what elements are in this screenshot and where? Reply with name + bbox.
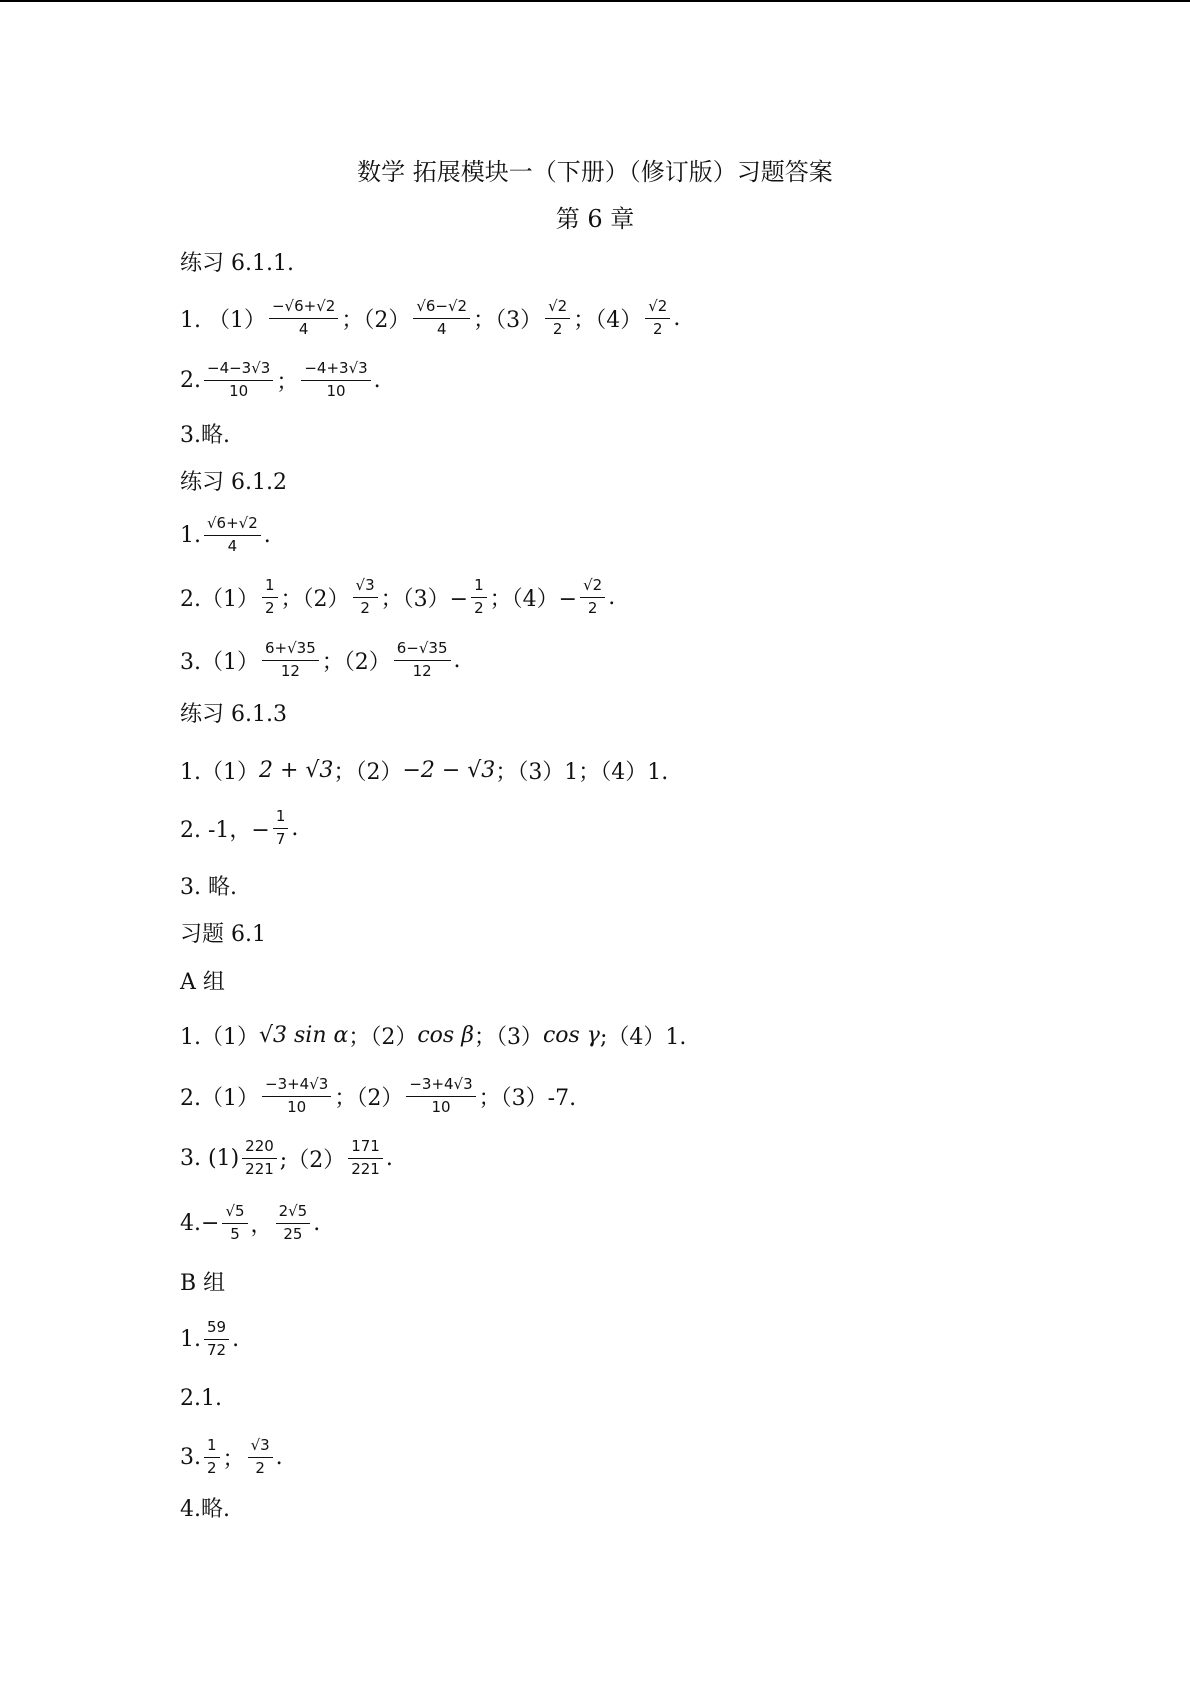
fraction-numerator: 220: [242, 1138, 277, 1158]
text-segment: ；（2）: [280, 586, 350, 612]
fraction-denominator: 2: [265, 598, 275, 617]
fraction: [301, 360, 370, 400]
fraction: [262, 640, 319, 680]
answer-line: [180, 634, 461, 686]
section-heading: [180, 454, 287, 506]
text-segment: 3. (1): [180, 1145, 240, 1171]
text-segment: .: [673, 305, 681, 331]
text-segment: 3.: [180, 1444, 201, 1470]
fraction-numerator: √6+√2: [204, 515, 261, 535]
document-title: 数学 拓展模块一（下册）（修订版）习题答案: [357, 158, 833, 186]
fraction-denominator: 10: [229, 381, 249, 400]
text-segment: 3. 略.: [180, 874, 237, 900]
text-segment: 3.（1）: [180, 649, 259, 675]
text-segment: ；（2）: [321, 649, 391, 675]
fraction-numerator: 59: [204, 1319, 229, 1339]
fraction-denominator: 10: [287, 1097, 307, 1116]
text-segment: 2.（1）: [180, 1085, 259, 1111]
text-segment: 1.: [180, 522, 201, 548]
fraction-denominator: 4: [298, 319, 309, 338]
fraction-denominator: 7: [275, 829, 286, 848]
fraction-numerator: −3+4√3: [262, 1076, 331, 1096]
answer-line: [180, 1009, 686, 1061]
fraction-numerator: 1: [204, 1437, 220, 1457]
fraction-denominator: 4: [227, 536, 238, 555]
text-segment: ;（2）: [279, 1147, 346, 1173]
text-segment: .: [232, 1326, 240, 1352]
chapter-title: 第 6 章: [555, 205, 635, 233]
text-segment: 1.: [180, 1326, 201, 1352]
text-segment: 1.（1）: [180, 759, 259, 785]
fraction-denominator: 4: [436, 319, 447, 338]
fraction: [545, 298, 570, 338]
text-segment: ；（3）: [473, 1024, 543, 1050]
fraction: [406, 1076, 475, 1116]
fraction: [348, 1138, 383, 1178]
fraction-numerator: −4+3√3: [301, 360, 370, 380]
fraction-denominator: 2: [360, 598, 370, 617]
fraction: [262, 577, 278, 617]
fraction-numerator: √5: [222, 1203, 247, 1223]
answer-line: [180, 1372, 222, 1424]
fraction: [580, 577, 605, 617]
text-segment: .: [313, 1210, 321, 1236]
fraction: [394, 640, 451, 680]
fraction-numerator: −4−3√3: [204, 360, 273, 380]
text-segment: ；: [276, 369, 299, 395]
fraction-denominator: 72: [207, 1340, 227, 1359]
math-expression: √3 sin α: [259, 1022, 349, 1048]
text-segment: 2. -1，−: [180, 817, 270, 843]
fraction-numerator: 6−√35: [394, 640, 451, 660]
fraction-denominator: 10: [431, 1097, 451, 1116]
answer-line: [180, 292, 680, 344]
text-segment: A 组: [180, 969, 225, 995]
answer-line: [180, 1132, 393, 1184]
section-heading: [180, 686, 287, 738]
text-segment: B 组: [180, 1270, 226, 1296]
fraction-numerator: 6+√35: [262, 640, 319, 660]
section-heading: [180, 906, 266, 958]
text-segment: ；（2）: [334, 1085, 404, 1111]
answer-line: [180, 509, 271, 561]
fraction-numerator: √2: [580, 577, 605, 597]
text-segment: .: [453, 647, 461, 673]
fraction-denominator: 12: [412, 661, 432, 680]
fraction-numerator: 2√5: [276, 1203, 311, 1223]
text-segment: ；（3）: [473, 307, 543, 333]
text-segment: 2.: [180, 367, 201, 393]
answer-line: [180, 571, 615, 623]
text-segment: ；（2）: [333, 759, 403, 785]
text-segment: 4.略.: [180, 1496, 230, 1522]
fraction: [471, 577, 487, 617]
text-segment: .: [608, 584, 616, 610]
fraction-denominator: 2: [474, 598, 484, 617]
text-segment: ；（3）-7.: [478, 1085, 577, 1111]
fraction-denominator: 221: [351, 1159, 380, 1178]
fraction-denominator: 2: [207, 1458, 217, 1477]
fraction: [645, 298, 670, 338]
fraction-numerator: √6−√2: [413, 298, 470, 318]
fraction-denominator: 25: [283, 1224, 303, 1243]
fraction-numerator: −√6+√2: [269, 298, 338, 318]
text-segment: .: [385, 1145, 393, 1171]
answer-line: [180, 1313, 239, 1365]
text-segment: 4.−: [180, 1210, 220, 1236]
fraction: [204, 360, 273, 400]
fraction: [222, 1203, 247, 1243]
text-segment: 1. （1）: [180, 307, 266, 333]
answer-line: [180, 354, 381, 406]
fraction-numerator: √3: [248, 1437, 273, 1457]
fraction-denominator: 12: [280, 661, 300, 680]
fraction-numerator: −3+4√3: [406, 1076, 475, 1096]
fraction: [273, 808, 289, 848]
answer-line: [180, 407, 230, 459]
fraction-numerator: 1: [273, 808, 289, 828]
text-segment: 练习 6.1.3: [180, 701, 287, 727]
fraction: [413, 298, 470, 338]
fraction-denominator: 10: [326, 381, 346, 400]
fraction-numerator: 171: [348, 1138, 383, 1158]
fraction-denominator: 2: [552, 319, 563, 338]
section-heading: [180, 1255, 225, 1307]
text-segment: 2.1.: [180, 1385, 222, 1411]
text-segment: 2.（1）: [180, 586, 259, 612]
text-segment: ；（2）: [341, 307, 411, 333]
answer-line: [180, 1431, 283, 1483]
text-segment: .: [275, 1444, 283, 1470]
text-segment: .: [291, 815, 299, 841]
fraction-denominator: 2: [587, 598, 598, 617]
text-segment: 练习 6.1.1.: [180, 250, 294, 276]
fraction: [262, 1076, 331, 1116]
fraction: [269, 298, 338, 338]
fraction: [353, 577, 378, 617]
text-segment: 1.（1）: [180, 1024, 259, 1050]
text-segment: ，: [250, 1212, 273, 1238]
text-segment: ；（3）−: [380, 586, 469, 612]
section-heading: [180, 235, 294, 287]
text-segment: ；（2）: [348, 1024, 418, 1050]
fraction: [204, 1319, 229, 1359]
answer-line: [180, 744, 668, 796]
fraction: [276, 1203, 311, 1243]
fraction-numerator: √2: [645, 298, 670, 318]
text-segment: 3.略.: [180, 422, 230, 448]
fraction: [248, 1437, 273, 1477]
section-heading: [180, 954, 225, 1006]
fraction-numerator: 1: [262, 577, 278, 597]
text-segment: 习题 6.1: [180, 921, 266, 947]
text-segment: ；（4）−: [489, 586, 578, 612]
fraction: [242, 1138, 277, 1178]
answer-line: [180, 859, 237, 911]
text-segment: 练习 6.1.2: [180, 469, 287, 495]
fraction-denominator: 2: [255, 1458, 265, 1477]
answer-line: [180, 1481, 230, 1533]
fraction: [204, 515, 261, 555]
text-segment: ;（4）1.: [599, 1024, 687, 1050]
fraction-denominator: 221: [245, 1159, 274, 1178]
text-segment: .: [263, 522, 271, 548]
math-expression: cos γ: [542, 1022, 600, 1048]
answer-line: [180, 1070, 576, 1122]
top-border: [0, 0, 1190, 2]
fraction-numerator: 1: [471, 577, 487, 597]
math-expression: cos β: [417, 1022, 474, 1048]
fraction-denominator: 5: [230, 1224, 240, 1243]
math-expression: −2 − √3: [402, 757, 496, 783]
text-segment: ；（4）: [573, 307, 643, 333]
fraction-numerator: √3: [353, 577, 378, 597]
text-segment: ；（3）1；（4）1.: [495, 759, 669, 785]
fraction-numerator: √2: [545, 298, 570, 318]
text-segment: ；: [222, 1446, 245, 1472]
answer-line: [180, 802, 298, 854]
math-expression: 2 + √3: [259, 757, 334, 783]
answer-line: [180, 1197, 320, 1249]
text-segment: .: [373, 367, 381, 393]
fraction-denominator: 2: [653, 319, 663, 338]
fraction: [204, 1437, 220, 1477]
